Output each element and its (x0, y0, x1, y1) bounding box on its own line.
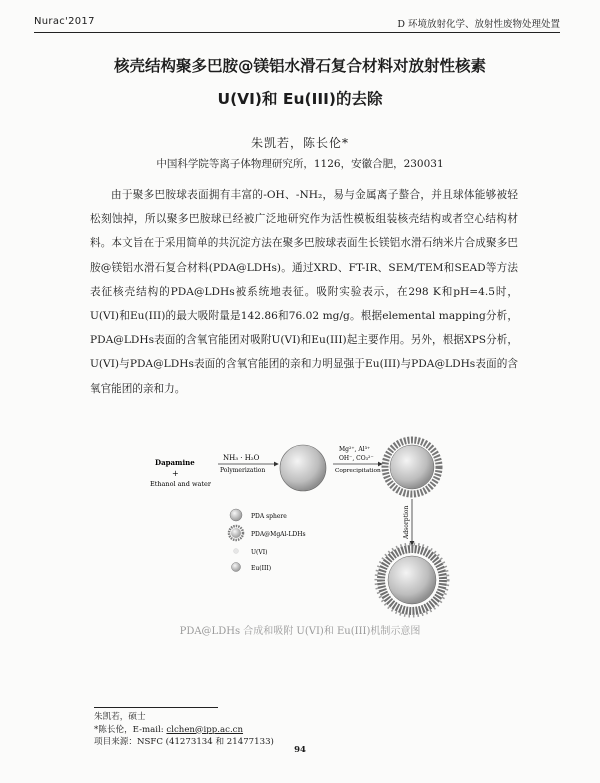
pda-sphere (280, 445, 326, 491)
paper-title (40, 50, 560, 116)
step1-label: Polymerization (220, 467, 266, 474)
footnote-funding: 项目来源：NSFC (41273134 和 21477133) (94, 737, 274, 747)
loaded-particle (376, 544, 448, 616)
abstract (90, 183, 518, 401)
step3-label: Adsorption (403, 505, 410, 539)
footnote-email-prefix: *陈长伦，E-mail: (94, 724, 167, 735)
pda-ldhs-particle (385, 440, 439, 494)
footnote-author-1: 朱凯若，硕士 (94, 712, 146, 722)
figure-caption: PDA@LDHs 合成和吸附 U(VI)和 Eu(III)机制示意图 (179, 626, 421, 637)
conference-name: Nurac'2017 (34, 16, 95, 27)
step2-reagent-1: Mg²⁺, Al³⁺ (339, 446, 371, 453)
title-line-2: U(VI)和 Eu(III)的去除 (217, 90, 383, 108)
legend-uranium-icon (234, 549, 239, 554)
step2-label: Coprecipitation (335, 468, 381, 474)
footnote-corresponding (94, 724, 274, 737)
running-header (34, 12, 560, 33)
legend-pda-sphere: PDA sphere (251, 513, 287, 520)
legend-pda-ldhs-core (231, 528, 241, 538)
plus-sign: + (172, 469, 179, 478)
legend-pda-sphere-icon (230, 509, 242, 521)
authors: 朱凯若，陈长伦* (250, 136, 349, 150)
legend-uranium: U(VI) (251, 549, 268, 556)
step2-reagent-2: OH⁻, CO₃²⁻ (339, 455, 374, 462)
step1-reagent: NH₃ · H₂O (223, 454, 260, 462)
email-link[interactable]: clchen@ipp.ac.cn (166, 724, 244, 735)
reactant-dopamine: Dapamine (155, 458, 195, 467)
section-name: D 环境放射化学、放射性废物处理处置 (397, 19, 560, 30)
footnote-divider (94, 707, 218, 708)
title-line-1: 核壳结构聚多巴胺@镁铝水滑石复合材料对放射性核素 (113, 57, 486, 75)
reactant-solvent: Ethanol and water (150, 480, 211, 488)
schematic-svg (150, 435, 450, 620)
affiliation: 中国科学院等离子体物理研究所，1126，安徽合肥，230031 (156, 158, 444, 170)
page-number: 94 (294, 745, 306, 755)
legend-europium: Eu(III) (251, 565, 272, 572)
legend-europium-icon (232, 563, 241, 572)
abstract-paragraph: 由于聚多巴胺球表面拥有丰富的-OH、-NH₂，易与金属离子螯合，并且球体能够被轻松刻蚀掉，所以聚多巴胺球已经被广泛地研究作为活性模板组装核壳结构或者空心结构材料。本文旨在于采用简单的共沉淀方法在聚多巴胺球表面生长镁铝水滑石纳米片合成聚多巴胺@镁铝水滑石复合材料(PDA@LDHs)。通过XRD、FT-IR、SEM/TEM和SEAD等方法表征核壳结构的PDA@LDHs被系统地表征。吸附实验表示，在298 K和pH=4.5时，U(VI)和Eu(III)的最大吸附量是142.86和76.02 mg/g。根据elemental mapping分析，PDA@LDHs表面的含氧官能团对吸附U(VI)和Eu(III)起主要作用。另外，根据XPS分析，U(VI)与PDA@LDHs表面的含氧官能团的亲和力明显强于Eu(III)与PDA@LDHs表面的含氧官能团的亲和力。 (90, 189, 518, 395)
footnotes (94, 711, 274, 749)
schematic-figure (150, 435, 450, 620)
legend-pda-ldhs: PDA@MgAl-LDHs (251, 531, 306, 538)
